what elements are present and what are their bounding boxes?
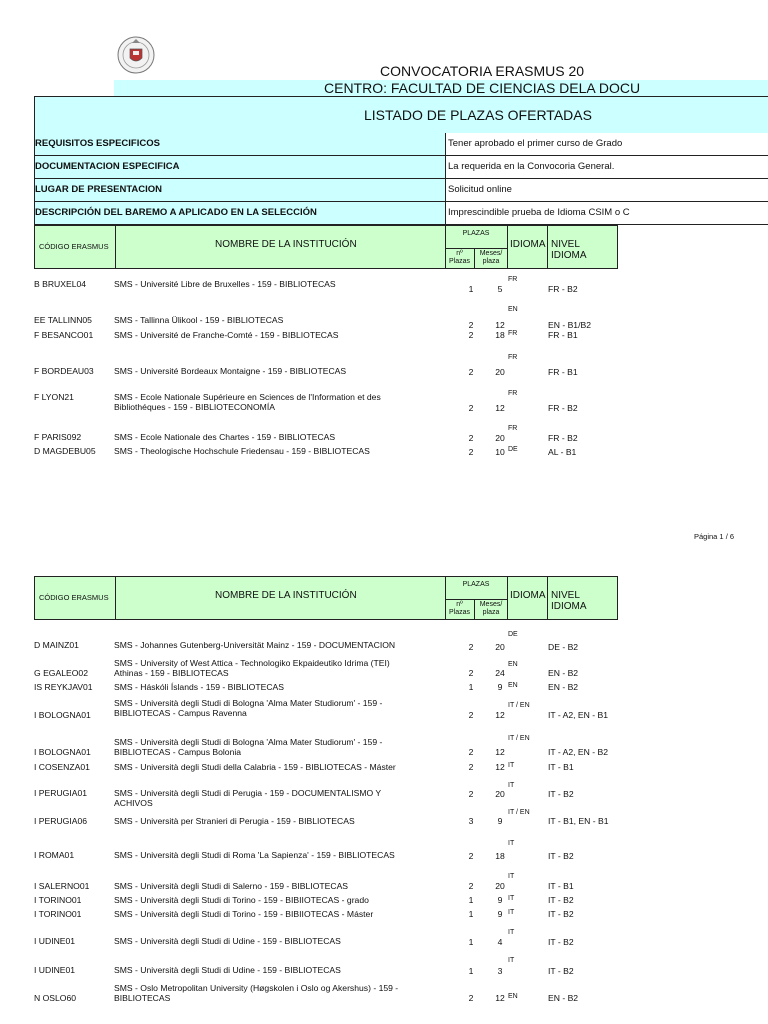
- nivel-idioma: DE - B2: [548, 642, 579, 652]
- erasmus-code: I BOLOGNA01: [34, 747, 91, 757]
- num-plazas: 2: [468, 881, 474, 891]
- num-plazas: 2: [468, 330, 474, 340]
- meses-plaza: 12: [495, 710, 505, 720]
- institution-name: SMS - Ecole Nationale Supérieure en Sciences de l'Information et des Bibliothéques - 159 - BIBLIOTECONOMÍA: [114, 392, 381, 412]
- idioma: FR: [508, 276, 518, 283]
- num-plazas: 2: [468, 433, 474, 443]
- institution-name: SMS - Ecole Nationale des Chartes - 159 - BIBLIOTECAS: [114, 432, 336, 442]
- num-plazas: 2: [468, 367, 474, 377]
- institution-name: SMS - Università degli Studi di Perugia - 159 - DOCUMENTALISMO Y ACHIVOS: [114, 788, 381, 808]
- nivel-idioma: FR - B2: [548, 284, 578, 294]
- num-plazas: 2: [468, 762, 474, 772]
- institution-name: SMS - Oslo Metropolitan University (Høgskolen i Oslo og Akershus) - 159 - BIBLIOTECAS: [114, 983, 399, 1003]
- nivel-idioma: EN - B2: [548, 682, 579, 692]
- requirement-value: Tener aprobado el primer curso de Grado: [445, 133, 768, 155]
- nivel-idioma: IT - B2: [548, 789, 574, 799]
- nivel-idioma: IT - B1: [548, 881, 574, 891]
- institution-name: SMS - Università degli Studi della Calabria - 159 - BIBLIOTECAS - Máster: [114, 762, 396, 772]
- idioma: IT: [508, 873, 515, 880]
- university-crest-icon: [113, 31, 159, 77]
- idioma: IT: [508, 957, 515, 964]
- nivel-idioma: FR - B1: [548, 367, 578, 377]
- meses-plaza: 12: [495, 403, 505, 413]
- erasmus-code: G EGALEO02: [34, 668, 88, 678]
- institution-name: SMS - Tallinna Ülikool - 159 - BIBLIOTECAS: [114, 315, 284, 325]
- requirement-row: [34, 133, 768, 156]
- idioma: FR: [508, 330, 518, 337]
- meses-plaza: 20: [495, 367, 505, 377]
- institution-name: SMS - Theologische Hochschule Friedensau - 159 - BIBLIOTECAS: [114, 446, 370, 456]
- erasmus-code: I ROMA01: [34, 850, 75, 860]
- meses-plaza: 10: [495, 447, 505, 457]
- erasmus-code: F PARIS092: [34, 432, 82, 442]
- idioma: IT: [508, 840, 515, 847]
- num-plazas: 2: [468, 403, 474, 413]
- column-header-meses: Meses/ plaza: [475, 599, 507, 619]
- meses-plaza: 12: [495, 993, 505, 1003]
- erasmus-code: I UDINE01: [34, 936, 76, 946]
- meses-plaza: 24: [495, 668, 505, 678]
- column-header-code: CÓDIGO ERASMUS: [35, 577, 116, 619]
- nivel-idioma: AL - B1: [548, 447, 577, 457]
- num-plazas: 2: [468, 710, 474, 720]
- meses-plaza: 9: [497, 682, 503, 692]
- column-header-nivel: NIVEL IDIOMA: [551, 239, 587, 261]
- meses-plaza: 4: [497, 937, 503, 947]
- nivel-idioma: FR - B1: [548, 330, 578, 340]
- requirement-label: DOCUMENTACION ESPECIFICA: [35, 161, 180, 172]
- nivel-idioma: FR - B2: [548, 433, 578, 443]
- idioma: EN: [508, 993, 518, 1000]
- meses-plaza: 3: [497, 966, 503, 976]
- num-plazas: 2: [468, 993, 474, 1003]
- idioma: IT / EN: [508, 735, 530, 742]
- nivel-idioma: EN - B1/B2: [548, 320, 591, 330]
- idioma: DE: [508, 446, 518, 453]
- erasmus-code: I TORINO01: [34, 909, 82, 919]
- requirement-row: [34, 179, 768, 202]
- idioma: IT: [508, 909, 515, 916]
- institution-name: SMS - University of West Attica - Technologiko Ekpaideutiko Idrima (TEI) Athinas - 159 - BIBLIOTECAS: [114, 658, 390, 678]
- institution-name: SMS - Université de Franche-Comté - 159 - BIBLIOTECAS: [114, 330, 339, 340]
- institution-name: SMS - Università degli Studi di Bologna 'Alma Mater Studiorum' - 159 - BIBLIOTECAS - Campus Bolonia: [114, 737, 383, 757]
- column-header-meses: Meses/ plaza: [475, 248, 507, 268]
- institution-name: SMS - Università degli Studi di Salerno - 159 - BIBLIOTECAS: [114, 881, 349, 891]
- requirement-label: LUGAR DE PRESENTACION: [35, 184, 163, 195]
- nivel-idioma: IT - B1, EN - B1: [548, 816, 609, 826]
- meses-plaza: 5: [497, 284, 503, 294]
- num-plazas: 2: [468, 320, 474, 330]
- meses-plaza: 12: [495, 747, 505, 757]
- num-plazas: 2: [468, 642, 474, 652]
- meses-plaza: 20: [495, 881, 505, 891]
- erasmus-code: I PERUGIA01: [34, 788, 88, 798]
- institution-name: SMS - Università degli Studi di Udine - 159 - BIBLIOTECAS: [114, 936, 341, 946]
- column-header-idioma: IDIOMA: [507, 577, 548, 619]
- nivel-idioma: EN - B2: [548, 993, 579, 1003]
- column-header-code: CÓDIGO ERASMUS: [35, 226, 116, 268]
- institution-name: SMS - Háskóli Íslands - 159 - BIBLIOTECAS: [114, 682, 285, 692]
- idioma: FR: [508, 390, 518, 397]
- erasmus-code: I BOLOGNA01: [34, 710, 91, 720]
- column-header-idioma: IDIOMA: [507, 226, 548, 268]
- listado-banner: [34, 96, 768, 134]
- column-header-num-plazas: nº Plazas: [445, 599, 475, 619]
- idioma: EN: [508, 682, 518, 689]
- requirement-value: La requerida en la Convocoria General.: [445, 156, 768, 178]
- institution-name: SMS - Johannes Gutenberg-Universität Mainz - 159 - DOCUMENTACION: [114, 640, 396, 650]
- idioma: EN: [508, 661, 518, 668]
- requirement-label: REQUISITOS ESPECIFICOS: [35, 138, 160, 149]
- institution-name: SMS - Università degli Studi di Udine - 159 - BIBLIOTECAS: [114, 965, 341, 975]
- column-header-plazas: PLAZAS nº Plazas Meses/ plaza: [445, 577, 508, 619]
- nivel-idioma: IT - B2: [548, 937, 574, 947]
- column-header-name: NOMBRE DE LA INSTITUCIÓN: [115, 226, 446, 268]
- institution-name: SMS - Università degli Studi di Torino - 159 - BIBIIOTECAS - Máster: [114, 909, 374, 919]
- num-plazas: 1: [468, 937, 474, 947]
- centro-banner: [114, 80, 768, 96]
- erasmus-code: D MAINZ01: [34, 640, 79, 650]
- erasmus-code: F BESANCO01: [34, 330, 94, 340]
- erasmus-code: I TORINO01: [34, 895, 82, 905]
- page-number: Página 1 / 6: [694, 532, 735, 541]
- column-header-name: NOMBRE DE LA INSTITUCIÓN: [115, 577, 446, 619]
- institution-name: SMS - Università degli Studi di Bologna 'Alma Mater Studiorum' - 159 - BIBLIOTECAS - Campus Ravenna: [114, 698, 383, 718]
- nivel-idioma: IT - B2: [548, 895, 574, 905]
- idioma: IT: [508, 782, 515, 789]
- institution-name: SMS - Università degli Studi di Roma 'La Sapienza' - 159 - BIBLIOTECAS: [114, 850, 395, 860]
- nivel-idioma: IT - A2, EN - B1: [548, 710, 609, 720]
- erasmus-code: F LYON21: [34, 392, 74, 402]
- erasmus-code: B BRUXEL04: [34, 279, 87, 289]
- erasmus-code: EE TALLINN05: [34, 315, 92, 325]
- erasmus-code: I UDINE01: [34, 965, 76, 975]
- institution-name: SMS - Université Libre de Bruxelles - 159 - BIBLIOTECAS: [114, 279, 336, 289]
- num-plazas: 2: [468, 747, 474, 757]
- meses-plaza: 9: [497, 909, 503, 919]
- idioma: IT / EN: [508, 809, 530, 816]
- num-plazas: 1: [468, 966, 474, 976]
- meses-plaza: 20: [495, 433, 505, 443]
- num-plazas: 1: [468, 909, 474, 919]
- idioma: EN: [508, 306, 518, 313]
- erasmus-code: I PERUGIA06: [34, 816, 88, 826]
- num-plazas: 3: [468, 816, 474, 826]
- num-plazas: 1: [468, 284, 474, 294]
- erasmus-code: I SALERNO01: [34, 881, 90, 891]
- nivel-idioma: EN - B2: [548, 668, 579, 678]
- requirement-row: [34, 202, 768, 225]
- num-plazas: 1: [468, 682, 474, 692]
- idioma: IT / EN: [508, 702, 530, 709]
- num-plazas: 2: [468, 851, 474, 861]
- erasmus-code: F BORDEAU03: [34, 366, 94, 376]
- num-plazas: 2: [468, 668, 474, 678]
- idioma: IT: [508, 762, 515, 769]
- erasmus-code: I COSENZA01: [34, 762, 90, 772]
- meses-plaza: 20: [495, 642, 505, 652]
- meses-plaza: 12: [495, 320, 505, 330]
- institution-name: SMS - Università degli Studi di Torino - 159 - BIBIIOTECAS - grado: [114, 895, 369, 905]
- erasmus-code: D MAGDEBU05: [34, 446, 96, 456]
- institution-name: SMS - Università per Stranieri di Perugia - 159 - BIBLIOTECAS: [114, 816, 355, 826]
- meses-plaza: 18: [495, 851, 505, 861]
- table-header: [34, 576, 618, 620]
- num-plazas: 2: [468, 447, 474, 457]
- meses-plaza: 12: [495, 762, 505, 772]
- idioma: FR: [508, 425, 518, 432]
- convocatoria-title: CONVOCATORIA ERASMUS 20: [380, 63, 585, 79]
- meses-plaza: 20: [495, 789, 505, 799]
- requirement-value: Imprescindible prueba de Idioma CSIM o C: [445, 202, 768, 224]
- column-header-nivel: NIVEL IDIOMA: [551, 590, 587, 612]
- num-plazas: 1: [468, 895, 474, 905]
- nivel-idioma: IT - B2: [548, 851, 574, 861]
- idioma: FR: [508, 354, 518, 361]
- table-header: [34, 225, 618, 269]
- idioma: IT: [508, 895, 515, 902]
- meses-plaza: 18: [495, 330, 505, 340]
- nivel-idioma: IT - B2: [548, 966, 574, 976]
- centro-title: CENTRO: FACULTAD DE CIENCIAS DELA DOCU: [324, 80, 641, 96]
- nivel-idioma: IT - B2: [548, 909, 574, 919]
- meses-plaza: 9: [497, 895, 503, 905]
- column-header-num-plazas: nº Plazas: [445, 248, 475, 268]
- requirement-label: DESCRIPCIÓN DEL BAREMO A APLICADO EN LA SELECCIÓN: [35, 207, 317, 218]
- erasmus-code: IS REYKJAV01: [34, 682, 93, 692]
- nivel-idioma: IT - A2, EN - B2: [548, 747, 609, 757]
- erasmus-code: N OSLO60: [34, 993, 77, 1003]
- idioma: DE: [508, 631, 518, 638]
- requirement-value: Solicitud online: [445, 179, 768, 201]
- listado-title: LISTADO DE PLAZAS OFERTADAS: [364, 107, 592, 123]
- nivel-idioma: IT - B1: [548, 762, 574, 772]
- requirement-row: [34, 156, 768, 179]
- column-header-plazas: PLAZAS nº Plazas Meses/ plaza: [445, 226, 508, 268]
- nivel-idioma: FR - B2: [548, 403, 578, 413]
- num-plazas: 2: [468, 789, 474, 799]
- idioma: IT: [508, 929, 515, 936]
- meses-plaza: 9: [497, 816, 503, 826]
- institution-name: SMS - Université Bordeaux Montaigne - 159 - BIBLIOTECAS: [114, 366, 347, 376]
